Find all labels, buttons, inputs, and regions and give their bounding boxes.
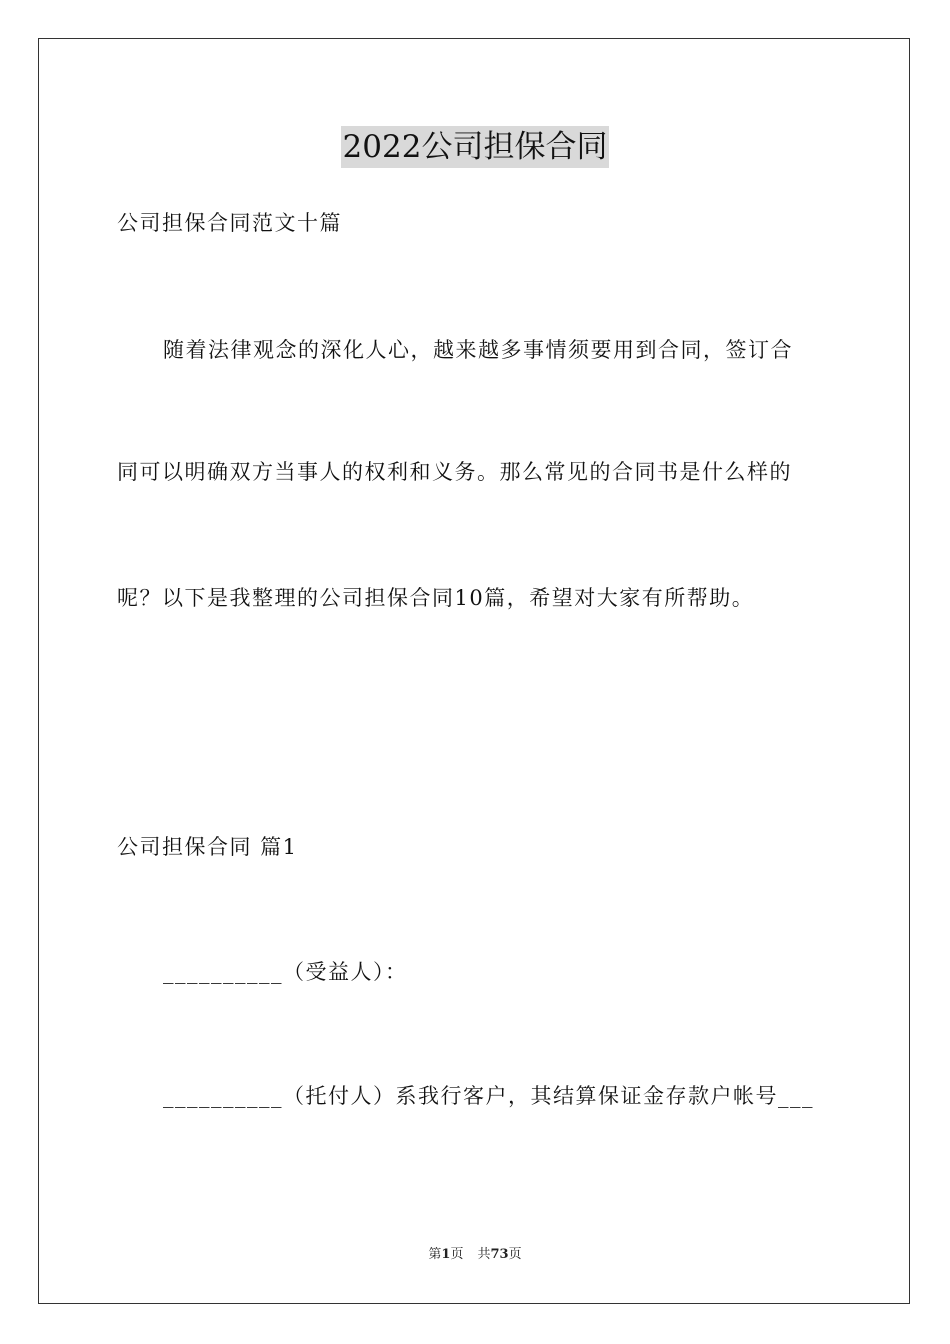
section-heading: 公司担保合同 篇1	[117, 835, 298, 859]
page-footer	[0, 1246, 950, 1264]
page-number: 1	[441, 1247, 451, 1262]
total-prefix: 共	[477, 1247, 491, 1262]
page-prefix: 第	[428, 1247, 442, 1262]
total-suffix: 页	[508, 1247, 522, 1262]
intro-line-3: 呢？以下是我整理的公司担保合同10篇，希望对大家有所帮助。	[117, 586, 755, 610]
intro-line-2: 同可以明确双方当事人的权利和义务。那么常见的合同书是什么样的	[117, 460, 792, 484]
intro-line-1: 随着法律观念的深化人心，越来越多事情须要用到合同，签订合	[163, 338, 793, 362]
total-pages: 73	[490, 1247, 509, 1262]
title-container	[0, 126, 950, 168]
document-subtitle: 公司担保合同范文十篇	[117, 211, 342, 235]
body-line-1: __________（受益人）：	[163, 960, 408, 984]
body-line-2: __________（托付人）系我行客户，其结算保证金存款户帐号___	[163, 1084, 814, 1108]
page-suffix: 页	[450, 1247, 464, 1262]
document-title: 2022公司担保合同	[341, 126, 610, 168]
